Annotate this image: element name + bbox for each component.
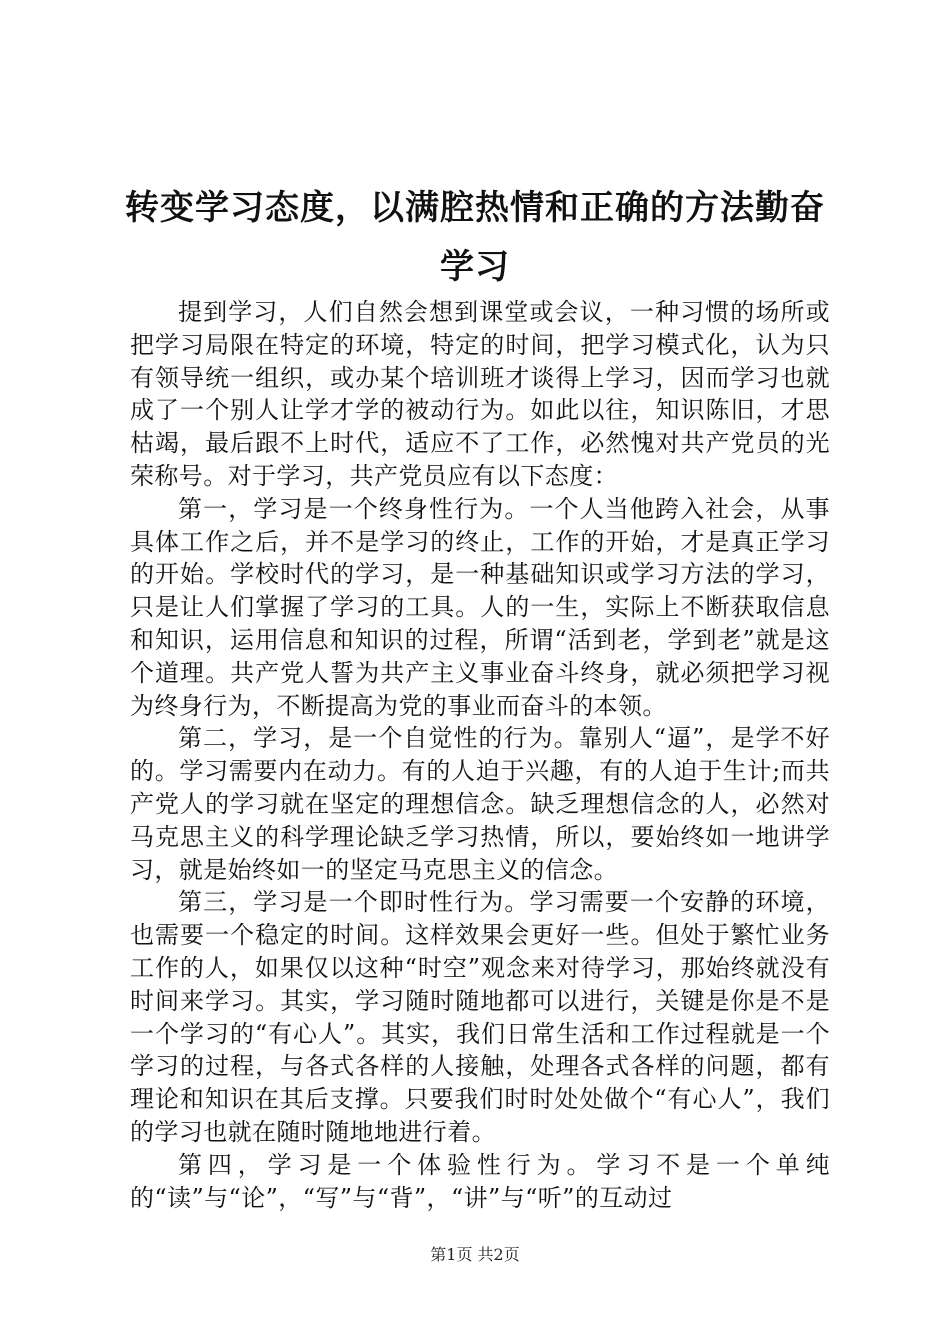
page-footer: 第1页 共2页 (430, 1245, 520, 1264)
paragraph-fourth: 第四，学习是一个体验性行为。学习不是一个单纯的“读”与“论”，“写”与“背”，“讲”与“听”的互动过 (130, 1150, 830, 1212)
paragraph-intro: 提到学习，人们自然会想到课堂或会议，一种习惯的场所或把学习局限在特定的环境，特定的时间，把学习模式化，认为只有领导统一组织，或办某个培训班才谈得上学习，因而学习也就成了一个别人让学才学的被动行为。如此以往，知识陈旧，才思枯竭，最后跟不上时代，适应不了工作，必然愧对共产党员的光荣称号。对于学习，共产党员应有以下态度： (130, 298, 830, 490)
document-title-line-2: 学习 (440, 247, 510, 287)
document-body (130, 296, 830, 1214)
document-title-line-1: 转变学习态度，以满腔热情和正确的方法勤奋 (125, 188, 825, 228)
paragraph-second: 第二，学习，是一个自觉性的行为。靠别人“逼”，是学不好的。学习需要内在动力。有的人迫于兴趣，有的人迫于生计;而共产党人的学习就在坚定的理想信念。缺乏理想信念的人，必然对马克思主义的科学理论缺乏学习热情，所以，要始终如一地讲学习，就是始终如一的坚定马克思主义的信念。 (130, 724, 830, 884)
paragraph-third: 第三，学习是一个即时性行为。学习需要一个安静的环境，也需要一个稳定的时间。这样效果会更好一些。但处于繁忙业务工作的人，如果仅以这种“时空”观念来对待学习，那始终就没有时间来学习。其实，学习随时随地都可以进行，关键是你是不是一个学习的“有心人”。其实，我们日常生活和工作过程就是一个学习的过程，与各式各样的人接触，处理各式各样的问题，都有理论和知识在其后支撑。只要我们时时处处做个“有心人”，我们的学习也就在随时随地地进行着。 (130, 888, 830, 1146)
paragraph-first: 第一，学习是一个终身性行为。一个人当他跨入社会，从事具体工作之后，并不是学习的终止，工作的开始，才是真正学习的开始。学校时代的学习，是一种基础知识或学习方法的学习，只是让人们掌握了学习的工具。人的一生，实际上不断获取信息和知识，运用信息和知识的过程，所谓“活到老，学到老”就是这个道理。共产党人誓为共产主义事业奋斗终身，就必须把学习视为终身行为，不断提高为党的事业而奋斗的本领。 (130, 494, 830, 720)
